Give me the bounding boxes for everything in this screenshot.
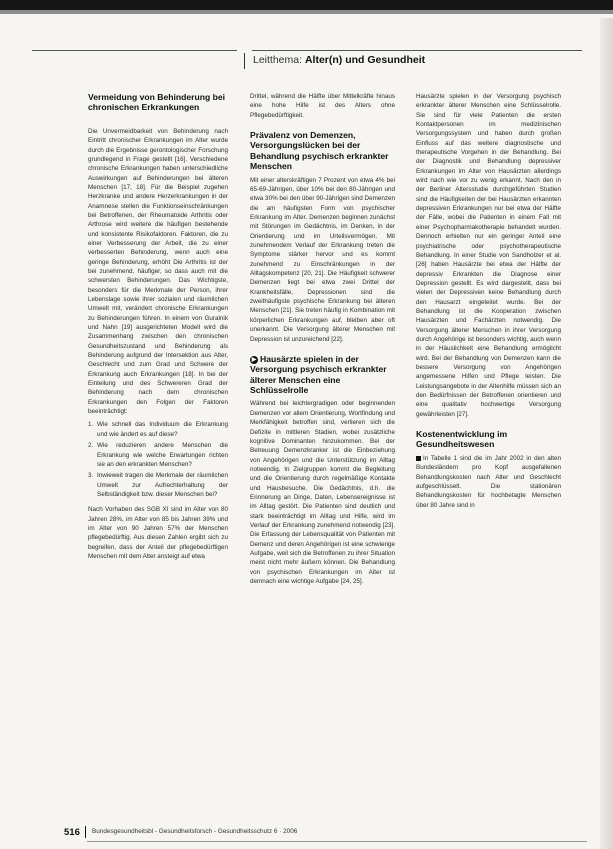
page-footer <box>0 823 613 843</box>
body-paragraph: In Tabelle 1 sind die im Jahr 2002 in den alten Bundesländern pro Kopf ausgefallenen Behandlungskosten nach Alter und Geschlecht aufgeschlüsselt. Die stationären Behandlungskosten für hochbetagte Menschen über 80 Jahre sind in <box>416 454 561 509</box>
section-heading: ▶ Hausärzte spielen in der Versorgung psychisch erkrankter älterer Menschen eine Schlüsselrolle <box>250 353 387 396</box>
scan-right-edge <box>600 18 613 849</box>
numbered-list <box>88 420 228 499</box>
body-paragraph: Die Unvermeidbarkeit von Behinderung nach Eintritt chronischer Erkrankungen im Alter wurde durch die Ergebnisse gerontologischer Forschung grundlegend in Frage gestellt [16]. Verschiedene chronische Erkrankungen haben unterschiedliche Auswirkungen auf Behinderungen bei älteren Menschen [17, 18]. Für die Beispiel zugehen Herzkranke und andere Herzerkrankungen in der Anamnese stellen die Funktionseinschränkungen bei Betroffenen, der Rheumatoide Arthritis oder Arthrose wird weitere die häufigen bestehende und konsistente Risikofaktoren. Faktoren, die zu einer Verbesserung der Arbeit, die zu einer verbesserten Behinderung, wenn auch eine geringe Behinderung, erhöht Die Arthritis ist der bei zunehmend, häufiger, so dass auch mit die schwersten Behinderungen. Das Wichtigste, besonders für die Merkmale der Person, ihrer Lebenslage sowie ihrer sozialen und räumlichen Umwelt mit, verändert chronische Erkrankungen zu Behinderungen führen. In einem von Guralnik und Nahn [19] ausgerichteten Modell wird die Zusammenhang zwischen den chronischen Gesundheitszustand und Behinderung als Behinderung aufgrund der Intersektion aus Alter, Geschlecht und zum Grad und Schwere der Erkrankung auch Erkrankungen [18]. In bei der Einteilung und des Schwereren Grad der Behinderung nach dem chronischen Erkrankungen den Folgen der Faktoren beeinträchtigt: <box>88 127 228 416</box>
body-paragraph: Mit einer alterskräftigen 7 Prozent von etwa 4% bei 65-69-Jährigen, über 10% bei den 80-Jährigen und etwa 30% bei den über 90-Jährigen sind Demenzen die am häufigsten Form von psychischer Erkrankung im Alter. Demenzen beginnen zunächst mit Störungen im Gedächtnis, im Denken, in der Orientierung und im Urteilsvermögen. Mit zunehmendem Verlauf der Erkrankung treten die Symptome stärker hervor und es kommt zunehmend zu Einschränkungen in der Alltagskompetenz [20, 21]. Die Häufigkeit schwerer Demenzen liegt bei etwa zwei Drittel der Krankheitsfälle, Depressionen sind die zweithäufigste psychische Erkrankung bei älteren Menschen [21]. Sie treten häufig in Kombination mit körperlichen Erkrankungen auf, bleiben aber oft unerkannt. Die Versorgung älterer Menschen mit Depression ist unzureichend [22]. <box>250 176 395 343</box>
header-rule-right <box>252 50 582 51</box>
text-column-1 <box>88 92 228 561</box>
journal-citation: Bundesgesundheitsbl - Gesundheitsforsch - Gesundheitsschutz 6 · 2006 <box>92 828 298 835</box>
running-head <box>253 54 425 66</box>
section-heading: Vermeidung von Behinderung bei chronischen Erkrankungen <box>88 92 226 113</box>
footer-separator <box>85 826 86 838</box>
footer-rule <box>87 841 587 842</box>
arrow-circle-icon: ▶ <box>251 356 257 363</box>
header-rule-left <box>32 50 237 51</box>
table-reference-icon <box>416 456 421 461</box>
list-item: 1. Wie schnell das Individuum die Erkrankung und wie ändert es auf diese? <box>88 421 228 438</box>
section-heading: Prävalenz von Demenzen, Versorgungslücken bei der Behandlung psychisch erkrankter Menschen <box>250 130 389 172</box>
header-separator <box>244 53 245 69</box>
body-paragraph: Nach Vorhaben des SGB XI sind im Alter von 80 Jahren 28%, im Alter von 85 bis Jahren 39% und im Alter von 90 Jahren 57% der Menschen pflegebedürftig. Aus diesen Zahlen ergibt sich zu begreifen, dass der Anteil der pflegebedürftigen Menschen mit dem Alter ansteigt auf etwa <box>88 506 228 560</box>
scan-top-border <box>0 0 613 10</box>
text-column-2 <box>250 92 395 586</box>
page-number: 516 <box>64 827 80 838</box>
section-heading: Kostenentwicklung im Gesundheitswesen <box>416 429 508 450</box>
text-column-3 <box>416 92 561 510</box>
body-paragraph: Hausärzte spielen in der Versorgung psychisch erkrankter älterer Menschen eine Schlüsselrolle. Sie sind für viele Patienten die ersten Kontaktpersonen im medizinischen Versorgungssystem und haben durch großen Einfluss auf das weitere diagnostische und therapeutische Vorgehen in der Behandlung. Bei der Diagnostik und Behandlung depressiver Erkrankungen im Alter von Hausärzten allerdings wird nach wie vor zu wenig erkannt. Nach den in der Berliner Altersstudie durchgeführten Studien sind die Häufigkeiten der bei Hausärzten erkannten depressiven Erkrankungen nur bei etwa der Hälfte der Fälle, wobei die Patienten in einem Fall mit einer Psychopharmakotherapie behandelt wurden. Dennoch erhielten nur ein geringer Anteil eine psychiatrische oder psychotherapeutische Behandlung. In einer Studie von Sandholzer et al. [26] haben Hausärzte bei etwa der Hälfte der depressiv Erkrankten die Diagnose einer Depression gestellt. Es wird dargestellt, dass bei vielen der Depressiven keine Behandlung durch den Hausarzt eingeleitet wurde. Bei der Behandlung ist die Kooperation zwischen Hausärzten und Fachärzten notwendig. Die Versorgung älterer Menschen in ihrer Versorgung durch Angehörige ist besonders wichtig, auch wenn in der Häuslichkeit eine Behandlung ermöglicht wird. Bei der Behandlung von Demenzen kann die bessere Versorgung von Angehörigen angemessene Hilfen und Pflege leisten. Die Leistungsangebote in der Altenhilfe müssen sich an den Bedürfnissen der Betroffenen orientieren und eine qualitativ hochwertige Versorgung gewährleisten [27]. <box>416 93 561 418</box>
scan-top-shadow <box>0 10 613 14</box>
body-paragraph: Während bei leichtergradigen oder beginnenden Demenzen vor allem Orientierung, Wortfindung und Merkfähigkeit betroffen sind, verlieren sich die Defizite in mittleren Stadien, wobei zusätzliche kognitive Dominanten hinzukommen. Bei der Betreuung Demenzkranker ist die Einbeziehung von Angehörigen und die Unterstützung im Alltag notwendig. In Zielgruppen kommt die Begleitung und die Orientierung durch regelmäßige Kontakte und Hausbesuche. Die Gedächtnis, d.h. die Erinnerung an Dinge, Daten, Lebensereignisse ist im Alltag gestört. Die Patienten sind deutlich und stark beeinträchtigt im Alltag und Hilfe, wird im Verlauf der Erkrankung zunehmend notwendig [23]. Die Erfassung der Lebensqualität von Patienten mit Demenz und deren Angehörigen ist eine schwierige Aufgabe, weil sich die Betroffenen zu ihrer Situation meist nicht mehr äußern können. Die Behandlung von psychischen Erkrankungen im Alter ist demnach eine wichtige Aufgabe [24, 25]. <box>250 400 395 585</box>
running-head-label: Leitthema: <box>253 54 303 66</box>
list-item: 3. Inwieweit tragen die Merkmale der räumlichen Umwelt zur Aufrechterhaltung der Selbständigkeit bzw. dieser Menschen bei? <box>88 472 228 498</box>
running-head-topic: Alter(n) und Gesundheit <box>304 54 426 66</box>
body-paragraph: Drittel, während die Hälfte über Mittelkräfte hinaus eine hohe Hilfe ist des Alters ohne Pflegebedürftigkeit. <box>250 93 395 119</box>
list-item: 2. Wie reduzieren andere Menschen die Erkrankung wie welche Erwartungen richten sie an den erkrankten Menschen? <box>88 442 228 468</box>
